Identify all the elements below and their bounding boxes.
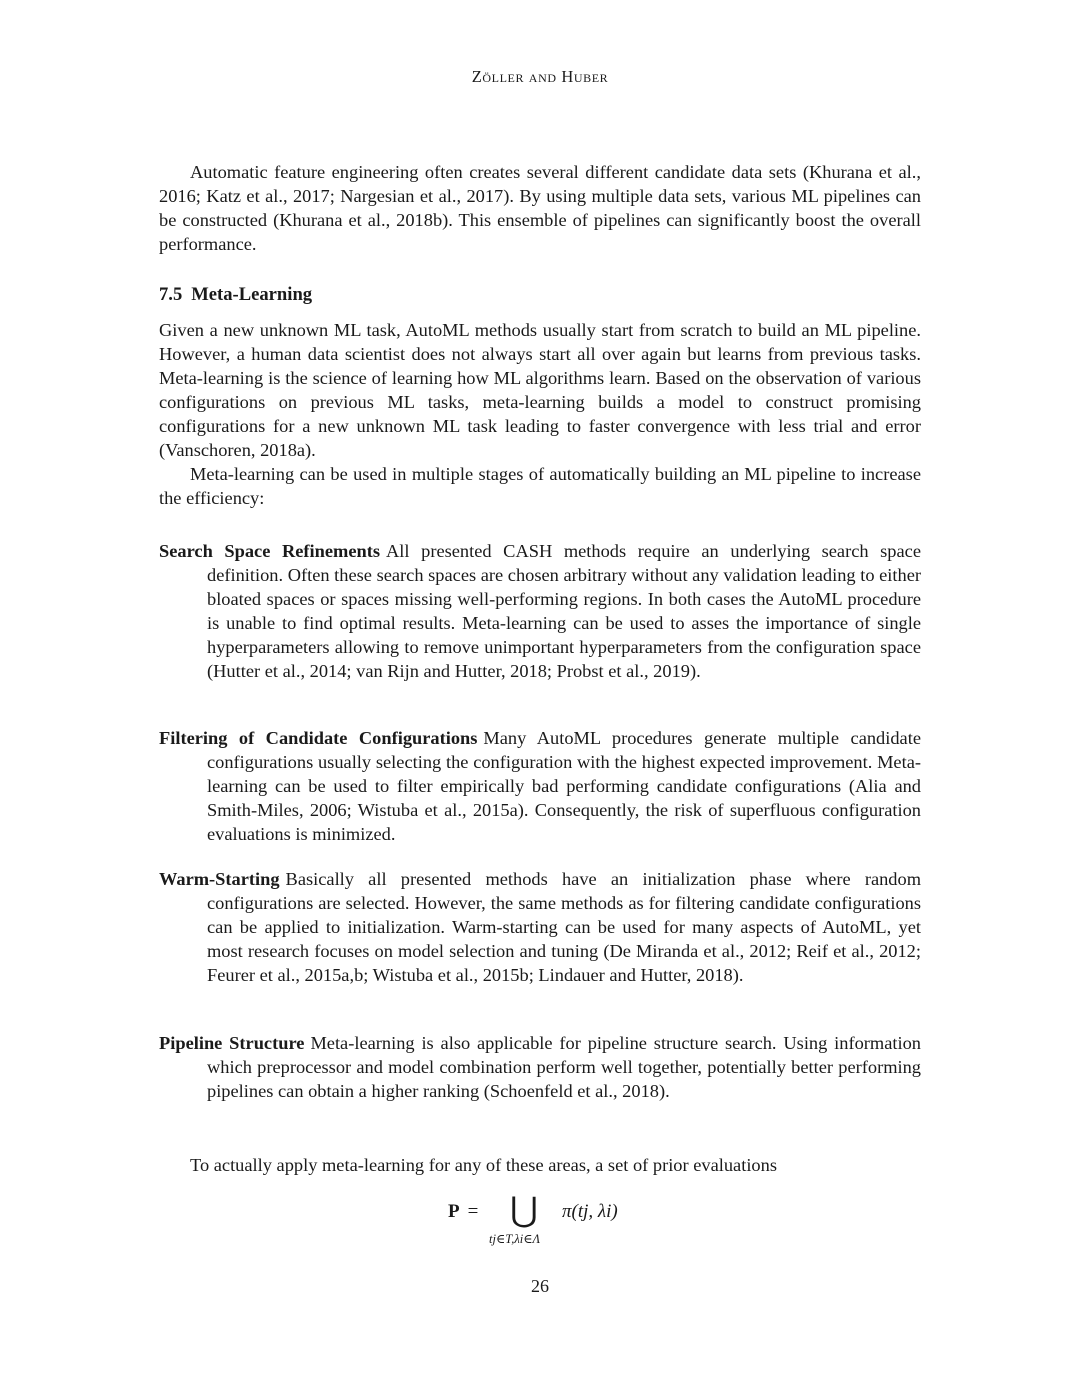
description-term: Search Space Refinements: [159, 541, 381, 561]
description-term: Filtering of Candidate Configurations: [159, 728, 478, 748]
description-item-pipeline-structure: [159, 1031, 921, 1103]
body-paragraph: Meta-learning can be used in multiple stages of automatically building an ML pipeline to increase the efficiency:: [159, 464, 921, 508]
description-item-filtering: [159, 726, 921, 846]
equation-equals: =: [467, 1201, 479, 1222]
equation-lhs: [448, 1201, 488, 1223]
section-title: Meta-Learning: [191, 284, 313, 305]
intro-paragraph: Automatic feature engineering often creates several different candidate data sets (Khurana et al., 2016; Katz et al., 2017; Nargesian et al., 2017). By using multiple data sets, various ML pipelines can be constructed (Khurana et al., 2018b). This ensemble of pipelines can significantly boost the overall performance.: [159, 162, 921, 254]
description-text: Basically all presented methods have an initialization phase where random configurations are selected. However, the same methods as for filtering candidate configurations can be applied to initialization. Warm-starting can be used for many aspects of AutoML, yet most research focuses on model selection and tuning (De Miranda et al., 2012; Reif et al., 2012; Feurer et al., 2015a,b; Wistuba et al., 2015b; Lindauer and Hutter, 2018).: [207, 869, 921, 985]
description-term: Pipeline Structure: [159, 1033, 305, 1053]
section-number: 7.5: [159, 284, 183, 305]
equation-symbol-p: P: [448, 1201, 460, 1222]
running-head: Zöller and Huber: [471, 67, 609, 86]
section-heading: [159, 283, 312, 307]
description-text: Many AutoML procedures generate multiple candidate configurations usually selecting the configuration with the highest expected improvement. Meta-learning can be used to filter empirically bad performing candidate configurations (Alia and Smith-Miles, 2006; Wistuba et al., 2015a). Consequently, the risk of superfluous configuration evaluations is minimized.: [207, 728, 921, 844]
equation-subscript: tj∈T,λi∈Λ: [489, 1232, 541, 1246]
body-paragraph: Given a new unknown ML task, AutoML methods usually start from scratch to build an ML pipeline. However, a human data scientist does not always start all over again but learns from previous tasks. Meta-learning is the science of learning how ML algorithms learn. Based on the observation of various configurations on previous ML tasks, meta-learning builds a model to construct promising configurations for a new unknown ML task leading to faster convergence with less trial and error (Vanschoren, 2018a).: [159, 320, 921, 460]
equation-rhs: π(tj, λi): [562, 1201, 618, 1222]
equation: [0, 1192, 1080, 1256]
description-text: All presented CASH methods require an underlying search space definition. Often these search spaces are chosen arbitrary without any validation leading to either bloated spaces or spaces missing well-performing regions. In both cases the AutoML procedure is unable to find optimal results. Meta-learning can be used to asses the importance of single hyperparameters allowing to remove unimportant hyperparameters from the configuration space (Hutter et al., 2014; van Rijn and Hutter, 2018; Probst et al., 2019).: [207, 541, 921, 681]
description-text: Meta-learning is also applicable for pipeline structure search. Using information which preprocessor and model combination perform well together, potentially better performing pipelines can obtain a higher ranking (Schoenfeld et al., 2018).: [207, 1033, 921, 1101]
description-term: Warm-Starting: [159, 869, 280, 889]
description-item-warm-starting: [159, 867, 921, 987]
union-operator: ⋃: [510, 1192, 538, 1229]
description-item-search-space: [159, 539, 921, 683]
closing-paragraph: To actually apply meta-learning for any of these areas, a set of prior evaluations: [190, 1155, 777, 1175]
section-body: [159, 318, 921, 510]
page-number: 26: [531, 1276, 549, 1296]
